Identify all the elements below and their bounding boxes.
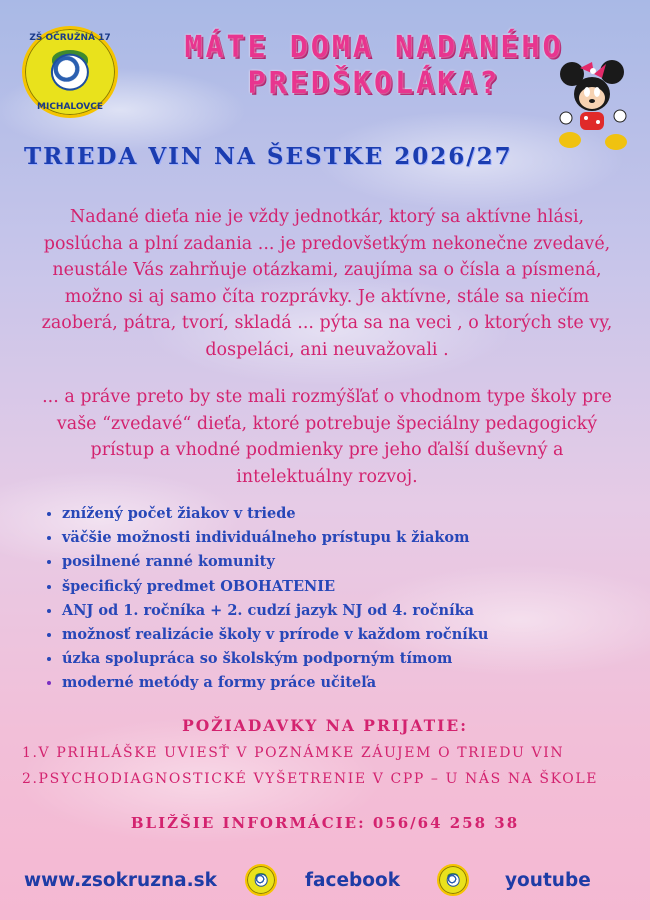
soccer-ball-icon: [51, 54, 89, 91]
feature-item: • špecifický predmet OBOHATENIE: [62, 575, 622, 599]
website-link[interactable]: www.zsokruzna.sk: [24, 870, 217, 891]
feature-item: • úzka spolupráca so školským podporným tímom: [62, 647, 622, 671]
feature-item: • posilnené ranné komunity: [62, 550, 622, 574]
school-logo: [22, 26, 118, 118]
logo-ring-top: ZŠ OČRUŽNÁ 17: [29, 33, 111, 43]
title-line-2: PREDŠKOLÁKA?: [247, 66, 501, 101]
soccer-ball-icon: [255, 874, 268, 887]
feature-item: • možnosť realizácie školy v prírode v každom ročníku: [62, 623, 622, 647]
feature-item: • väčšie možnosti individuálneho prístupu k žiakom: [62, 526, 622, 550]
requirement-item: 1.V PRIHLÁŠKE UVIESŤ V POZNÁMKE ZÁUJEM O TRIEDU VIN: [22, 745, 565, 761]
facebook-link[interactable]: facebook: [305, 870, 401, 891]
soccer-ball-icon: [447, 874, 460, 887]
intro-paragraph: Nadané dieťa nie je vždy jednotkár, ktorý sa aktívne hlási, poslúcha a plní zadania ... je predovšetkým nekonečne zvedavé, neustále Vás zahrňuje otázkami, zaujíma sa o čísla a písmená, možno si aj samo číta rozprávky. Je aktívne, stále sa niečím zaoberá, pátra, tvorí, skladá ... pýta sa na veci , o ktorých ste vy, dospeláci, ani neuvažovali .: [41, 207, 613, 360]
feature-list: [44, 502, 622, 696]
contact-info: BLIŽŠIE INFORMÁCIE: 056/64 258 38: [130, 814, 520, 832]
youtube-link[interactable]: youtube: [505, 870, 591, 891]
requirements-title: POŽIADAVKY NA PRIJATIE:: [182, 716, 468, 735]
logo-ring-bottom: MICHALOVCE: [37, 102, 103, 112]
feature-item: • znížený počet žiakov v triede: [62, 502, 622, 526]
school-logo-small: [437, 864, 469, 896]
feature-item: • moderné metódy a formy práce učiteľa: [62, 671, 622, 695]
requirement-item: 2.PSYCHODIAGNOSTICKÉ VYŠETRENIE V CPP – U NÁS NA ŠKOLE: [22, 771, 599, 787]
cartoon-mouse-icon: [558, 60, 628, 152]
school-logo-small: [245, 864, 277, 896]
feature-item: • ANJ od 1. ročníka + 2. cudzí jazyk NJ od 4. ročníka: [62, 599, 622, 623]
reason-paragraph: ... a práve preto by ste mali rozmýšľať o vhodnom type školy pre vaše “zvedavé“ dieťa, ktoré potrebuje špeciálny pedagogický prístup a vhodné podmienky pre jeho ďalší duševný a intelektuálny rozvoj.: [42, 387, 612, 487]
class-heading: TRIEDA VIN NA ŠESTKE 2026/27: [24, 143, 513, 170]
title-line-1: MÁTE DOMA NADANÉHO: [184, 30, 564, 65]
